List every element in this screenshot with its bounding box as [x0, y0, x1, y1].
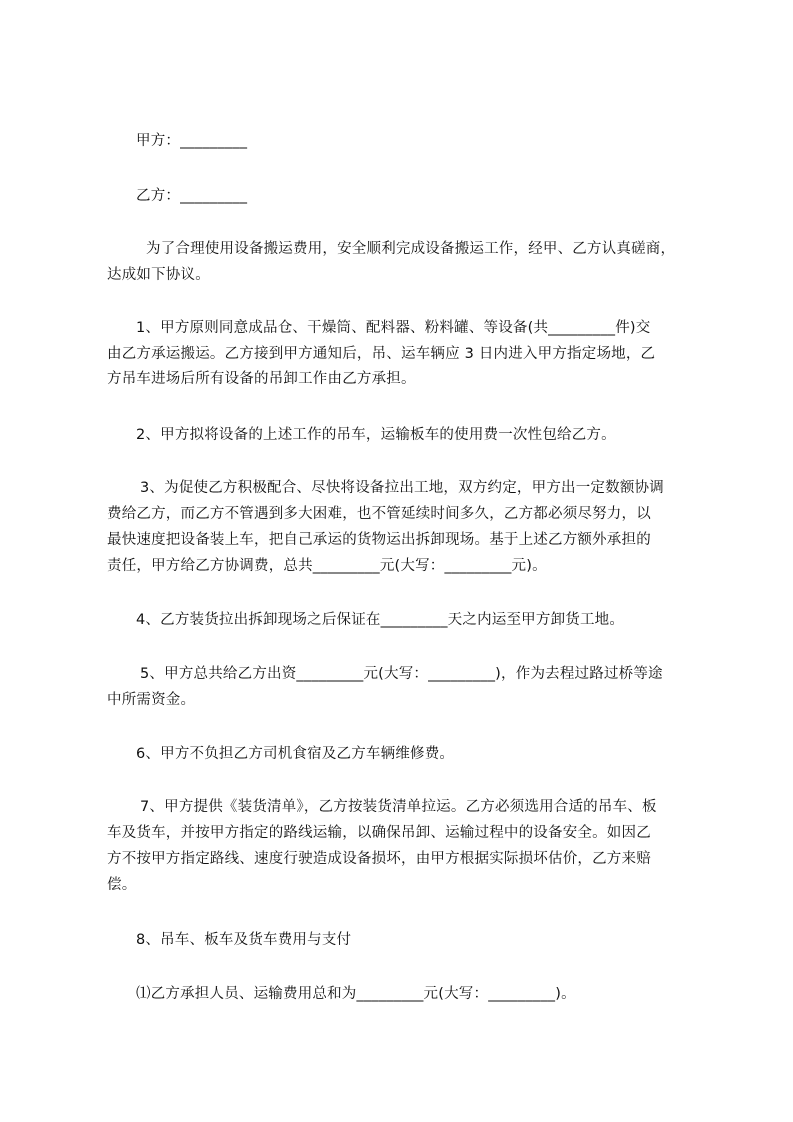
clause-3-line-3: 最快速度把设备装上车，把自己承运的货物运出拆卸现场。基于上述乙方额外承担的 [107, 532, 651, 548]
clause-6-line-1: 6、甲方不负担乙方司机食宿及乙方车辆维修费。 [136, 746, 455, 762]
clause-1-line-1: 1、甲方原则同意成品仓、干燥筒、配料器、粉料罐、等设备(共_________件)交 [136, 320, 651, 336]
clause-8-item-1: ⑴乙方承担人员、运输费用总和为_________元(大写：_________)。 [136, 986, 576, 1002]
clause-2-line-1: 2、甲方拟将设备的上述工作的吊车，运输板车的使用费一次性包给乙方。 [136, 427, 616, 443]
clause-7-line-3: 方不按甲方指定路线、速度行驶造成设备损坏，由甲方根据实际损坏估价，乙方来赔 [107, 851, 651, 867]
clause-5-line-1: 5、甲方总共给乙方出资_________元(大写：_________)，作为去程过路过桥等途 [140, 666, 663, 682]
clause-3-line-4: 责任，甲方给乙方协调费，总共_________元(大写：_________元)。 [107, 558, 547, 574]
clause-5-line-2: 中所需资金。 [107, 692, 196, 708]
clause-7-line-4: 偿。 [107, 877, 137, 893]
clause-7-line-1: 7、甲方提供《装货清单》，乙方按装货清单拉运。乙方必须选用合适的吊车、板 [140, 799, 657, 815]
clause-8-heading: 8、吊车、板车及货车费用与支付 [136, 932, 352, 948]
intro-line-2: 达成如下协议。 [107, 267, 210, 283]
clause-1-line-2: 由乙方承运搬运。乙方接到甲方通知后，吊、运车辆应 3 日内进入甲方指定场地，乙 [107, 346, 656, 362]
party-a-line: 甲方：_________ [136, 133, 248, 149]
clause-7-line-2: 车及货车，并按甲方指定的路线运输，以确保吊卸、运输过程中的设备安全。如因乙 [107, 825, 651, 841]
party-b-line: 乙方：_________ [136, 188, 248, 204]
clause-3-line-1: 3、为促使乙方积极配合、尽快将设备拉出工地，双方约定，甲方出一定数额协调 [140, 480, 664, 496]
clause-4-line-1: 4、乙方装货拉出拆卸现场之后保证在_________天之内运至甲方卸货工地。 [136, 612, 625, 628]
clause-3-line-2: 费给乙方，而乙方不管遇到多大困难，也不管延续时间多久，乙方都必须尽努力，以 [107, 506, 651, 522]
intro-line-1: 为了合理使用设备搬运费用，安全顺利完成设备搬运工作，经甲、乙方认真磋商， [146, 241, 676, 257]
clause-1-line-3: 方吊车进场后所有设备的吊卸工作由乙方承担。 [107, 371, 416, 387]
